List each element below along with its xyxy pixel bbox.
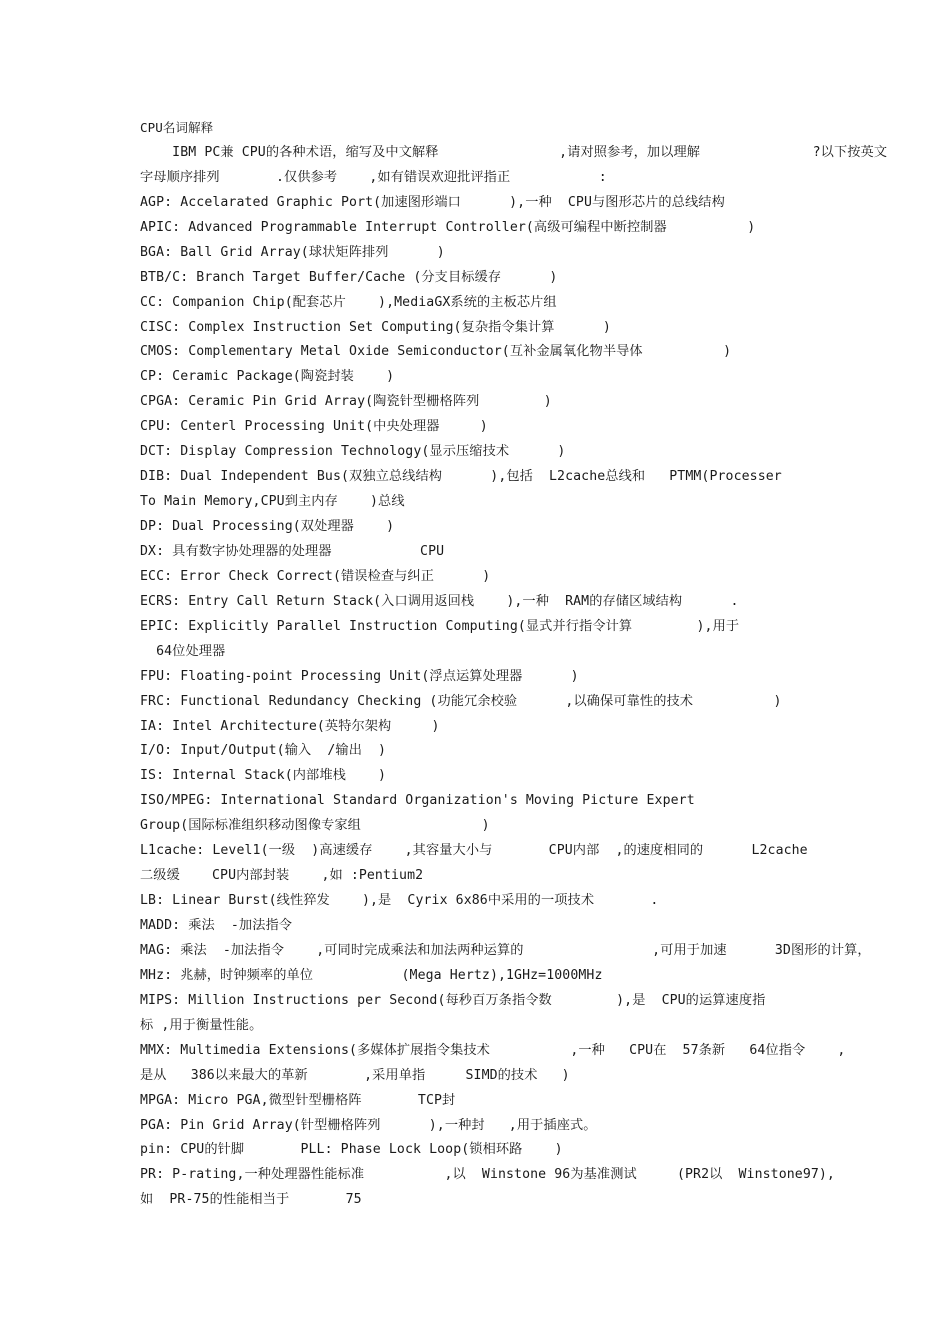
glossary-entry-dib-cont: To Main Memory,CPU到主内存 )总线 <box>140 494 405 510</box>
glossary-entry-mmx: MMX: Multimedia Extensions(多媒体扩展指令集技术 ,一种 CPU在 57条新 64位指令 , <box>140 1042 846 1058</box>
glossary-entry-cc: CC: Companion Chip(配套芯片 ),MediaGX系统的主板芯片组 <box>140 294 557 310</box>
glossary-entry-mips: MIPS: Million Instructions per Second(每秒百万条指令数 ),是 CPU的运算速度指 <box>140 992 766 1008</box>
glossary-entry-pin-pll: pin: CPU的针脚 PLL: Phase Lock Loop(锁相环路 ) <box>140 1142 563 1158</box>
glossary-entry-mips-cont: 标 ,用于衡量性能。 <box>140 1017 263 1033</box>
glossary-entry-fpu: FPU: Floating-point Processing Unit(浮点运算处理器 ) <box>140 668 579 684</box>
glossary-entry-is: IS: Internal Stack(内部堆栈 ) <box>140 768 387 784</box>
glossary-entry-dx: DX: 具有数字协处理器的处理器 CPU <box>140 543 445 559</box>
glossary-entry-ecrs: ECRS: Entry Call Return Stack(入口调用返回栈 ),一种 RAM的存储区域结构 . <box>140 593 739 609</box>
glossary-entry-dct: DCT: Display Compression Technology(显示压缩技术 ) <box>140 444 566 460</box>
glossary-entry-apic: APIC: Advanced Programmable Interrupt Controller(高级可编程中断控制器 ) <box>140 219 756 235</box>
glossary-entry-pga: PGA: Pin Grid Array(针型栅格阵列 ),一种封 ,用于插座式。 <box>140 1117 597 1133</box>
document-page <box>140 116 888 1213</box>
glossary-entry-mhz: MHz: 兆赫，时钟频率的单位 (Mega Hertz),1GHz=1000MHz <box>140 967 603 983</box>
text-line: 字母顺序排列 .仅供参考 ,如有错误欢迎批评指正 : <box>140 169 607 185</box>
glossary-entry-l1cache-cont: 二级缓 CPU内部封装 ,如 :Pentium2 <box>140 868 424 884</box>
glossary-entry-l1cache: L1cache: Level1(一级 )高速缓存 ,其容量大小与 CPU内部 ,的速度相同的 L2cache <box>140 843 808 859</box>
glossary-entry-agp: AGP: Accelarated Graphic Port(加速图形端口 ),一种 CPU与图形芯片的总线结构 <box>140 194 725 210</box>
document-title: CPU名词解释 <box>140 120 214 135</box>
glossary-entry-ecc: ECC: Error Check Correct(错误检查与纠正 ) <box>140 568 491 584</box>
glossary-entry-dp: DP: Dual Processing(双处理器 ) <box>140 519 395 534</box>
glossary-entry-pr-cont: 如 PR-75的性能相当于 75 <box>140 1192 362 1208</box>
glossary-entry-dib: DIB: Dual Independent Bus(双独立总线结构 ),包括 L2cache总线和 PTMM(Processer <box>140 469 782 485</box>
glossary-entry-cpga: CPGA: Ceramic Pin Grid Array(陶瓷针型栅格阵列 ) <box>140 394 552 410</box>
glossary-entry-iso-mpeg-cont: Group(国际标准组织移动图像专家组 ) <box>140 818 490 834</box>
glossary-entry-mag: MAG: 乘法 -加法指令 ,可同时完成乘法和加法两种运算的 ,可用于加速 3D图形的计算， <box>140 942 871 958</box>
glossary-entry-bga: BGA: Ball Grid Array(球状矩阵排列 ) <box>140 244 445 260</box>
glossary-entry-epic-cont: 64位处理器 <box>140 643 226 659</box>
glossary-entry-mpga: MPGA: Micro PGA,微型针型栅格阵 TCP封 <box>140 1092 456 1108</box>
glossary-entry-frc: FRC: Functional Redundancy Checking (功能冗余校验 ,以确保可靠性的技术 ) <box>140 693 782 709</box>
glossary-entry-cmos: CMOS: Complementary Metal Oxide Semiconductor(互补金属氧化物半导体 ) <box>140 344 732 360</box>
glossary-entry-ia: IA: Intel Architecture(英特尔架构 ) <box>140 718 440 734</box>
glossary-entry-epic: EPIC: Explicitly Parallel Instruction Computing(显式并行指令计算 ),用于 <box>140 618 740 634</box>
glossary-entry-cp: CP: Ceramic Package(陶瓷封装 ) <box>140 369 395 385</box>
glossary-entry-madd: MADD: 乘法 -加法指令 <box>140 918 293 933</box>
glossary-entry-btb: BTB/C: Branch Target Buffer/Cache (分支目标缓存 ) <box>140 269 558 285</box>
glossary-entry-mmx-cont: 是从 386以来最大的革新 ,采用单指 SIMD的技术 ) <box>140 1067 570 1083</box>
glossary-entry-pr: PR: P-rating,一种处理器性能标准 ,以 Winstone 96为基准测试 (PR2以 Winstone97), <box>140 1167 835 1183</box>
text-line: IBM PC兼 CPU的各种术语，缩写及中文解释 ,请对照参考，加以理解 ?以下按英文 <box>140 144 888 160</box>
glossary-entry-iso-mpeg: ISO/MPEG: International Standard Organization's Moving Picture Expert <box>140 793 695 809</box>
glossary-entry-io: I/O: Input/Output(输入 /输出 ) <box>140 743 387 759</box>
glossary-entry-lb: LB: Linear Burst(线性猝发 ),是 Cyrix 6x86中采用的一项技术 . <box>140 893 659 909</box>
glossary-entry-cisc: CISC: Complex Instruction Set Computing(复杂指令集计算 ) <box>140 319 611 335</box>
glossary-entry-cpu: CPU: Centerl Processing Unit(中央处理器 ) <box>140 419 488 435</box>
